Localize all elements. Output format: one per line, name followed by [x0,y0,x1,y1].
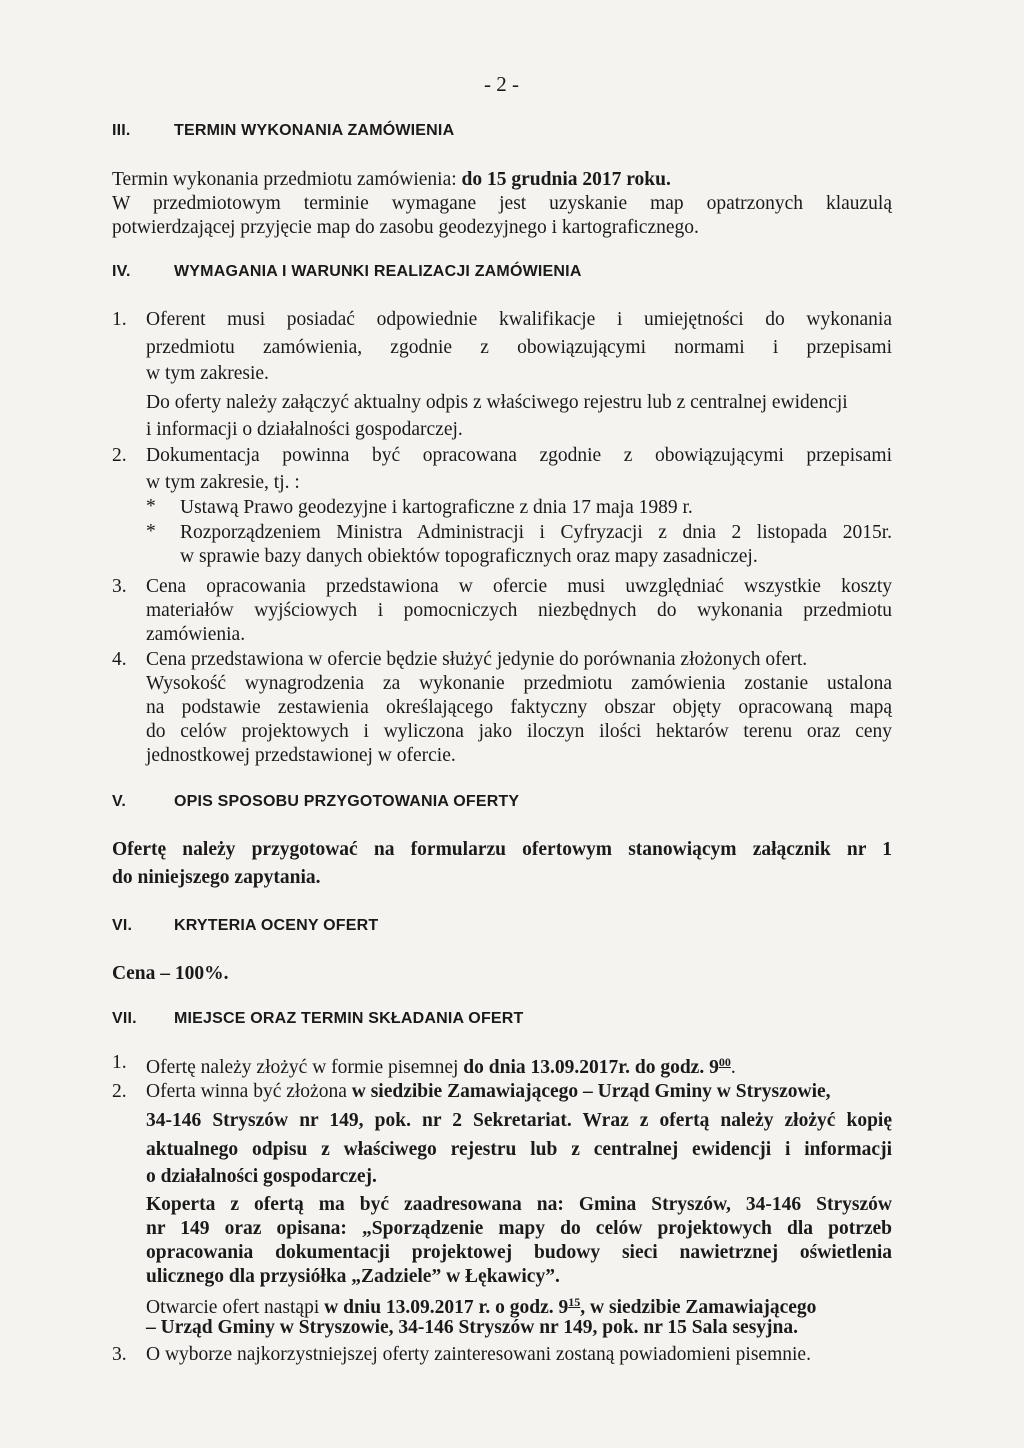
s4-item-4-number: 4. [112,649,127,670]
s7-item-2-line4: o działalności gospodarczej. [146,1166,377,1187]
s3-line1-text: Termin wykonania przedmiotu zamówienia: [112,169,457,190]
s4-bullet-1-marker: * [146,496,156,517]
s4-bullet-2-marker: * [146,521,156,542]
s7-item-2-line1 [146,1080,892,1103]
s7-item-2-line5: Koperta z ofertą ma być zaadresowana na: Gmina Stryszów, 34-146 Stryszów [146,1194,892,1215]
s7-item-2-line9 [146,1291,892,1319]
s3-line3: potwierdzającej przyjęcie map do zasobu geodezyjnego i kartograficznego. [112,217,699,238]
s4-item-4-line1: Cena przedstawiona w ofercie będzie służyć jedynie do porównania złożonych ofert. [146,649,808,670]
s4-item-3-line2: materiałów wyjściowych i pomocniczych niezbędnych do wykonania przedmiotu [146,600,892,621]
s7-opening-place: , w siedzibie Zamawiającego [580,1297,817,1318]
s7-item-1-text: Ofertę należy złożyć w formie pisemnej [146,1057,459,1078]
section-5-title: OPIS SPOSOBU PRZYGOTOWANIA OFERTY [174,793,520,810]
s4-bullet-1: Ustawą Prawo geodezyjne i kartograficzne z dnia 17 maja 1989 r. [180,497,693,518]
s7-place: w siedzibie Zamawiającego – Urząd Gminy w Stryszowie, [351,1081,831,1102]
s5-line1: Ofertę należy przygotować na formularzu ofertowym stanowiącym załącznik nr 1 [112,839,892,860]
s4-item-4-line2: Wysokość wynagrodzenia za wykonanie przedmiotu zamówienia zostanie ustalona [146,673,892,694]
s4-item-3-line3: zamówienia. [146,624,246,645]
section-3-title: TERMIN WYKONANIA ZAMÓWIENIA [174,122,455,139]
section-7-number: VII. [112,1010,137,1027]
s7-item-1 [146,1051,892,1079]
s7-item-3: O wyborze najkorzystniejszej oferty zainteresowani zostaną powiadomieni pisemnie. [146,1344,811,1365]
s4-item-4-line3: na podstawie zestawienia określającego faktyczny obszar objęty opracowaną mapą [146,697,892,718]
page-number: - 2 - [484,72,519,96]
s4-item-1-line3: w tym zakresie. [146,363,269,384]
s4-bullet-2-line2: w sprawie bazy danych obiektów topograficznych oraz mapy zasadniczej. [180,546,758,567]
s6-criterion: Cena – 100%. [112,963,229,984]
s4-item-2-line1: Dokumentacja powinna być opracowana zgodnie z obowiązującymi przepisami [146,445,892,466]
s7-item-1-number: 1. [112,1052,127,1073]
section-4-heading [112,263,582,281]
section-3-heading [112,122,454,140]
s7-item-2-text: Oferta winna być złożona [146,1081,347,1102]
section-6-number: VI. [112,917,133,934]
section-6-heading [112,917,378,935]
s4-item-1-line5: i informacji o działalności gospodarczej. [146,419,463,440]
s4-item-3-line1: Cena opracowania przedstawiona w ofercie musi uwzględniać wszystkie koszty [146,576,892,597]
s7-opening-text: Otwarcie ofert nastąpi [146,1297,320,1318]
s4-item-3-number: 3. [112,576,127,597]
s7-opening-date: w dniu 13.09.2017 r. o godz. 9 [324,1297,569,1318]
s4-item-4-line5: jednostkowej przedstawionej w ofercie. [146,745,456,766]
s7-item-2-line7: opracowania dokumentacji projektowej budowy sieci nawietrznej oświetlenia [146,1242,892,1263]
s4-bullet-2-line1: Rozporządzeniem Ministra Administracji i Cyfryzacji z dnia 2 listopada 2015r. [180,522,892,543]
s4-item-1-line4: Do oferty należy załączyć aktualny odpis z właściwego rejestru lub z centralnej ewidencji [146,392,848,413]
section-5-number: V. [112,793,127,810]
s7-item-2-line3: aktualnego odpisu z właściwego rejestru lub z centralnej ewidencji i informacji [146,1139,892,1160]
s7-opening-minutes: 15 [568,1295,581,1309]
s7-item-1-end: . [730,1057,736,1078]
section-6-title: KRYTERIA OCENY OFERT [174,917,379,934]
section-3-number: III. [112,122,131,139]
s7-item-3-number: 3. [112,1344,127,1365]
s4-item-1-number: 1. [112,309,127,330]
s4-item-1-line2: przedmiotu zamówienia, zgodnie z obowiązującymi normami i przepisami [146,337,892,358]
section-7-title: MIEJSCE ORAZ TERMIN SKŁADANIA OFERT [174,1010,524,1027]
section-5-heading [112,793,519,811]
s7-deadline: do dnia 13.09.2017r. do godz. 9 [463,1057,719,1078]
s7-item-2-line2: 34-146 Stryszów nr 149, pok. nr 2 Sekretariat. Wraz z ofertą należy złożyć kopię [146,1110,892,1131]
s7-item-2-line6: nr 149 oraz opisana: „Sporządzenie mapy do celów projektowych dla potrzeb [146,1218,892,1239]
s4-item-1-line1: Oferent musi posiadać odpowiednie kwalifikacje i umiejętności do wykonania [146,309,892,330]
s5-line2: do niniejszego zapytania. [112,867,321,888]
s3-line2: W przedmiotowym terminie wymagane jest uzyskanie map opatrzonych klauzulą [112,193,892,214]
s4-item-2-number: 2. [112,445,127,466]
s4-item-4-line4: do celów projektowych i wyliczona jako iloczyn ilości hektarów terenu oraz ceny [146,721,892,742]
s7-item-2-number: 2. [112,1081,127,1102]
s4-item-2-line2: w tym zakresie, tj. : [146,472,300,493]
section-4-number: IV. [112,263,131,280]
s3-deadline: do 15 grudnia 2017 roku. [461,169,671,190]
s7-deadline-minutes: 00 [718,1055,731,1069]
section-4-title: WYMAGANIA I WARUNKI REALIZACJI ZAMÓWIENIA [174,263,582,280]
section-7-heading [112,1010,524,1028]
s7-item-2-line10: – Urząd Gminy w Stryszowie, 34-146 Stryszów nr 149, pok. nr 15 Sala sesyjna. [146,1317,798,1338]
s3-line1 [112,168,892,191]
s7-item-2-line8: ulicznego dla przysiółka „Zadziele” w Łękawicy”. [146,1266,560,1287]
